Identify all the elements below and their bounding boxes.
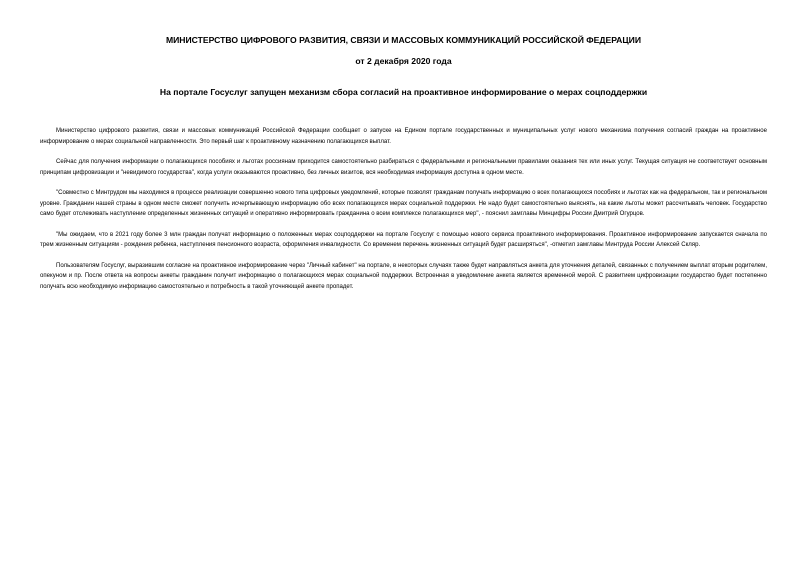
paragraph: Сейчас для получения информации о полагающихся пособиях и льготах россиянам приходится самостоятельно разбираться с федеральными и региональными правилами оказания тех или иных услуг. Текущая ситуация не соответствует основным принципам цифровизации и "невидимого государства", когда услуги оказываются проактивно, без личных визитов, вся необходимая информация доступна в одном месте. xyxy=(40,159,767,176)
document-headline: На портале Госуслуг запущен механизм сбора согласий на проактивное информирование о мерах соцподдержки xyxy=(159,87,648,97)
paragraph: Пользователям Госуслуг, выразившим согласие на проактивное информирование через "Личный кабинет" на портале, в некоторых случаях также будет направляться анкета для уточнения деталей, связанных с получением выплат вторым родителем, опекуном и пр. После ответа на вопросы анкеты гражданин получит информацию о полагающихся мерах социальной поддержки. Встроенная в уведомление анкета является временной мерой. С развитием цифровизации государство будет постепенно получать всю необходимую информацию самостоятельно и потребность в такой уточняющей анкете пропадет. xyxy=(40,262,767,290)
document-body xyxy=(40,126,767,302)
paragraph: "Совместно с Минтрудом мы находимся в процессе реализации совершенно нового типа цифровых уведомлений, которые позволят гражданам получать информацию о всех полагающихся пособиях и льготах как на федеральном, так и региональном уровне. Гражданин нашей страны в одном месте сможет получить исчерпывающую информацию обо всех полагающихся мерах социальной поддержки. Не надо будет самостоятельно выяснять, на какие льготы может рассчитывать человек. Государство само будет отслеживать наступление определенных жизненных ситуаций и оперативно информировать гражданина о всем комплексе полагающихся мер", - пояснил замглавы Минцифры России Дмитрий Огурцов. xyxy=(40,190,767,217)
paragraph: "Мы ожидаем, что в 2021 году более 3 млн граждан получат информацию о положенных мерах соцподдержки на портале Госуслуг с помощью нового сервиса проактивного информирования. Проактивное информирование запускается сначала по трем жизненным ситуациям - рождения ребенка, наступления пенсионного возраста, оформления инвалидности. Со временем перечень жизненных ситуаций будет расширяться", -отметил замглавы Минтруда России Алексей Скляр. xyxy=(40,231,767,248)
document-date: от 2 декабря 2020 года xyxy=(355,56,452,66)
paragraph: Министерство цифрового развития, связи и массовых коммуникаций Российской Федерации сообщает о запуске на Едином портале государственных и муниципальных услуг нового механизма получения согласий граждан на проактивное информирование о мерах социальной направленности. Это первый шаг к проактивному назначению полагающихся выплат. xyxy=(40,128,767,145)
ministry-title: МИНИСТЕРСТВО ЦИФРОВОГО РАЗВИТИЯ, СВЯЗИ И МАССОВЫХ КОММУНИКАЦИЙ РОССИЙСКОЙ ФЕДЕРАЦИИ xyxy=(165,35,642,45)
